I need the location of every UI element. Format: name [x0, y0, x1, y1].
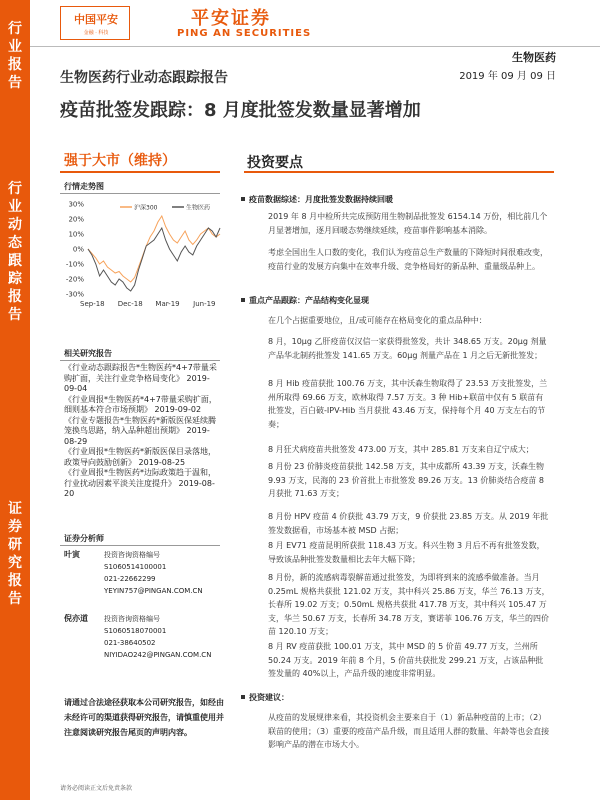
analyst-info-line: S1060514100001 [104, 563, 167, 571]
paragraph: 8 月份 23 价肺炎疫苗获批 142.58 万支，其中成都所 43.39 万支，沃森生物 9.93 万支，民海的 23 价首批上市批签发 89.26 万支。13 价肺炎结合疫苗 8 月获批 71.63 万支； [268, 462, 544, 498]
sidebar-char: 态 [8, 235, 22, 251]
bullet-data-overview: 疫苗数据综述：月度批签发数据持续回暖 [249, 195, 393, 204]
bullet-product-tracking: 重点产品跟踪：产品结构变化显现 [249, 296, 369, 305]
y-tick-label: 0% [72, 245, 84, 254]
sidebar-char: 告 [8, 307, 22, 323]
paragraph: 从疫苗的发展规律来看，其投资机会主要来自于（1）新品种疫苗的上市；（2）联苗的使用；（3）重要的疫苗产品升级，而且适用人群的数量、年龄等也会直接影响产品的潜在市场大小。 [268, 713, 550, 749]
analyst-info [104, 549, 203, 597]
footer-note: 请务必阅读正文后免责条款 [60, 785, 133, 792]
sidebar-char: 业 [8, 199, 22, 215]
sidebar-char: 行 [8, 21, 22, 37]
investment-divider [244, 171, 554, 173]
related-divider [60, 360, 220, 361]
legend-label: 沪深300 [134, 204, 158, 212]
market-trend-chart [58, 198, 223, 310]
trend-heading: 行情走势图 [64, 182, 104, 191]
sidebar-char: 跟 [8, 253, 22, 269]
y-tick-label: -10% [65, 260, 84, 269]
sidebar-char: 报 [8, 57, 22, 73]
trend-divider [60, 193, 220, 194]
analyst-info-line: 投资咨询资格编号 [104, 551, 160, 559]
x-tick-label: Dec-18 [117, 300, 143, 308]
analyst-info-line: S1060518070001 [104, 627, 167, 635]
analyst-divider [60, 545, 220, 546]
rating: 强于大市（维持） [64, 153, 176, 169]
related-research-heading: 相关研究报告 [64, 349, 112, 358]
sidebar-char: 报 [8, 289, 22, 305]
brand-name: 平安证券 [191, 8, 271, 29]
logo-text: 中国平安 [74, 13, 118, 26]
analyst-card [64, 613, 222, 673]
x-tick-label: Jun-19 [193, 300, 216, 308]
sidebar-label-dynamic-tracking-report [0, 180, 30, 324]
paragraph: 8 月狂犬病疫苗共批签发 473.00 万支，其中 285.81 万支来自辽宁成大； [268, 445, 534, 454]
analyst-name: 叶寅 [64, 550, 80, 559]
sidebar-char: 告 [8, 591, 22, 607]
y-tick-label: -30% [65, 290, 84, 299]
analyst-heading: 证券分析师 [64, 534, 104, 543]
investment-highlights-heading: 投资要点 [247, 155, 303, 171]
related-research-list [64, 363, 222, 500]
series-line [88, 216, 220, 282]
y-tick-label: 30% [68, 200, 84, 209]
analyst-card [64, 549, 222, 609]
sidebar-label-industry-report [0, 20, 30, 92]
report-title: 疫苗批签发跟踪：8 月度批签发数量显著增加 [60, 100, 421, 121]
logo-subtext: 金融 · 科技 [83, 30, 109, 36]
paragraph: 8 月 EV71 疫苗昆明所获批 118.43 万支。科兴生物 3 月后不再有批签发数，导致该品种批签发数量相比去年大幅下降； [268, 541, 545, 564]
sidebar-char: 研 [8, 537, 22, 553]
paragraph: 在几个占据重要地位，且/或可能存在格局变化的重点品种中： [268, 316, 487, 325]
disclaimer-note: 请通过合法途径获取本公司研究报告，如经由未经许可的渠道获得研究报告，请慎重使用并注意阅读研究报告尾页的声明内容。 [64, 698, 224, 737]
sidebar-char: 业 [8, 39, 22, 55]
brand-name-en: PING AN SECURITIES [177, 28, 312, 39]
header-divider [30, 46, 600, 47]
related-report-item: 《行业专题报告*生物医药*新版医保延续腾笼换鸟思路，纳入品种超出预期》 2019-08-29 [64, 415, 216, 446]
sidebar-char: 报 [8, 573, 22, 589]
sidebar-char: 动 [8, 217, 22, 233]
sidebar-char: 究 [8, 555, 22, 571]
related-report-item: 《行业周报*生物医药*边际政策趋于温和，行业扰动因素平淡关注度提升》 2019-08-20 [64, 468, 216, 498]
analyst-info [104, 613, 211, 661]
analyst-info-line: 投资咨询资格编号 [104, 615, 160, 623]
analyst-info-line: NIYIDAO242@PINGAN.COM.CN [104, 651, 212, 659]
y-tick-label: 20% [68, 215, 84, 224]
related-report-item: 《行业周报*生物医药*4+7带量采购扩面，细则基本符合市场预期》 2019-09-02 [64, 394, 217, 414]
pingan-group-logo [60, 6, 130, 40]
sidebar-band [0, 0, 30, 800]
paragraph: 考虑全国出生人口数的变化，我们认为疫苗总生产数量的下降短时间很难改变，疫苗行业的发展方向集中在效率升级、竞争格局好的新品种、重量级品种上。 [268, 248, 548, 271]
series-line [88, 228, 220, 291]
sidebar-char: 行 [8, 181, 22, 197]
sidebar-char: 踪 [8, 271, 22, 287]
industry-label: 生物医药 [512, 51, 556, 64]
sidebar-char: 告 [8, 75, 22, 91]
y-tick-label: -20% [65, 275, 84, 284]
analyst-info-line: 021-22662299 [104, 575, 156, 583]
analyst-info-line: 021-38640502 [104, 639, 156, 647]
paragraph: 8 月 RV 疫苗获批 100.01 万支，其中 MSD 的 5 价苗 49.77 万支，兰州所 50.24 万支。2019 年前 8 个月，5 价苗共获批发 299.21 万支，占该品种批签发量的 40%以上，产品升级的速度非常明显。 [268, 642, 544, 678]
bullet-investment-advice: 投资建议： [249, 693, 289, 702]
sidebar-label-securities-research-report [0, 500, 30, 608]
paragraph: 8 月份 HPV 疫苗 4 价获批 43.79 万支，9 价获批 23.85 万支。从 2019 年批签发数据看，市场基本被 MSD 占据； [268, 512, 549, 535]
legend-label: 生物医药 [186, 204, 211, 212]
report-date: 2019 年 09 月 09 日 [459, 71, 556, 82]
rating-divider [60, 171, 220, 173]
analyst-name: 倪亦道 [64, 614, 88, 623]
related-report-item: 《行业周报*生物医药*新版医保目录落地，政策导向鼓励创新》 2019-08-25 [64, 447, 216, 467]
paragraph: 2019 年 8 月中检所共完成预防用生物制品批签发 6154.14 万份，相比前几个月显著增加，逐月回暖态势继续延续，疫苗事件影响基本消除。 [268, 212, 548, 235]
paragraph: 8 月份，新的流感病毒裂解苗通过批签发，为即将到来的流感季做准备。当月 0.25mL 规格共获批 121.02 万支，其中科兴 25.86 万支，华兰 76.13 万支，长春所 19.02 万支；0.50mL 规格共获批 417.78 万支，其中科兴 105.47 万支，华兰 50.67 万支，长春所 34.78 万支，赛诺菲 106.76 万支，华兰的四价苗 120.10 万支； [268, 573, 550, 636]
x-tick-label: Mar-19 [155, 300, 180, 308]
paragraph: 8 月 Hib 疫苗获批 100.76 万支，其中沃森生物取得了 23.53 万支批签发，兰州所取得 69.66 万支，欧林取得 7.57 万支。3 种 Hib+联苗中仅有 5 联苗有批签发，百白破-IPV-Hib 当月获批 43.46 万支，保持每个月 40 万支左右的节奏； [268, 379, 548, 429]
related-report-item: 《行业动态跟踪报告*生物医药*4+7带量采购扩面，关注行业竞争格局变化》 2019-09-04 [64, 363, 217, 393]
paragraph: 8 月，10μg 乙肝疫苗仅汉信一家获得批签发，共计 348.65 万支。20μg 剂量产品华北制药批签发 141.65 万支。60μg 剂量产品在 1 月之后无新批签发； [268, 337, 547, 360]
report-type: 生物医药行业动态跟踪报告 [60, 70, 228, 86]
sidebar-char: 券 [8, 519, 22, 535]
sidebar-char: 证 [8, 501, 22, 517]
y-tick-label: 10% [68, 230, 84, 239]
x-tick-label: Sep-18 [80, 300, 105, 308]
analyst-info-line: YEYIN757@PINGAN.COM.CN [104, 587, 203, 595]
